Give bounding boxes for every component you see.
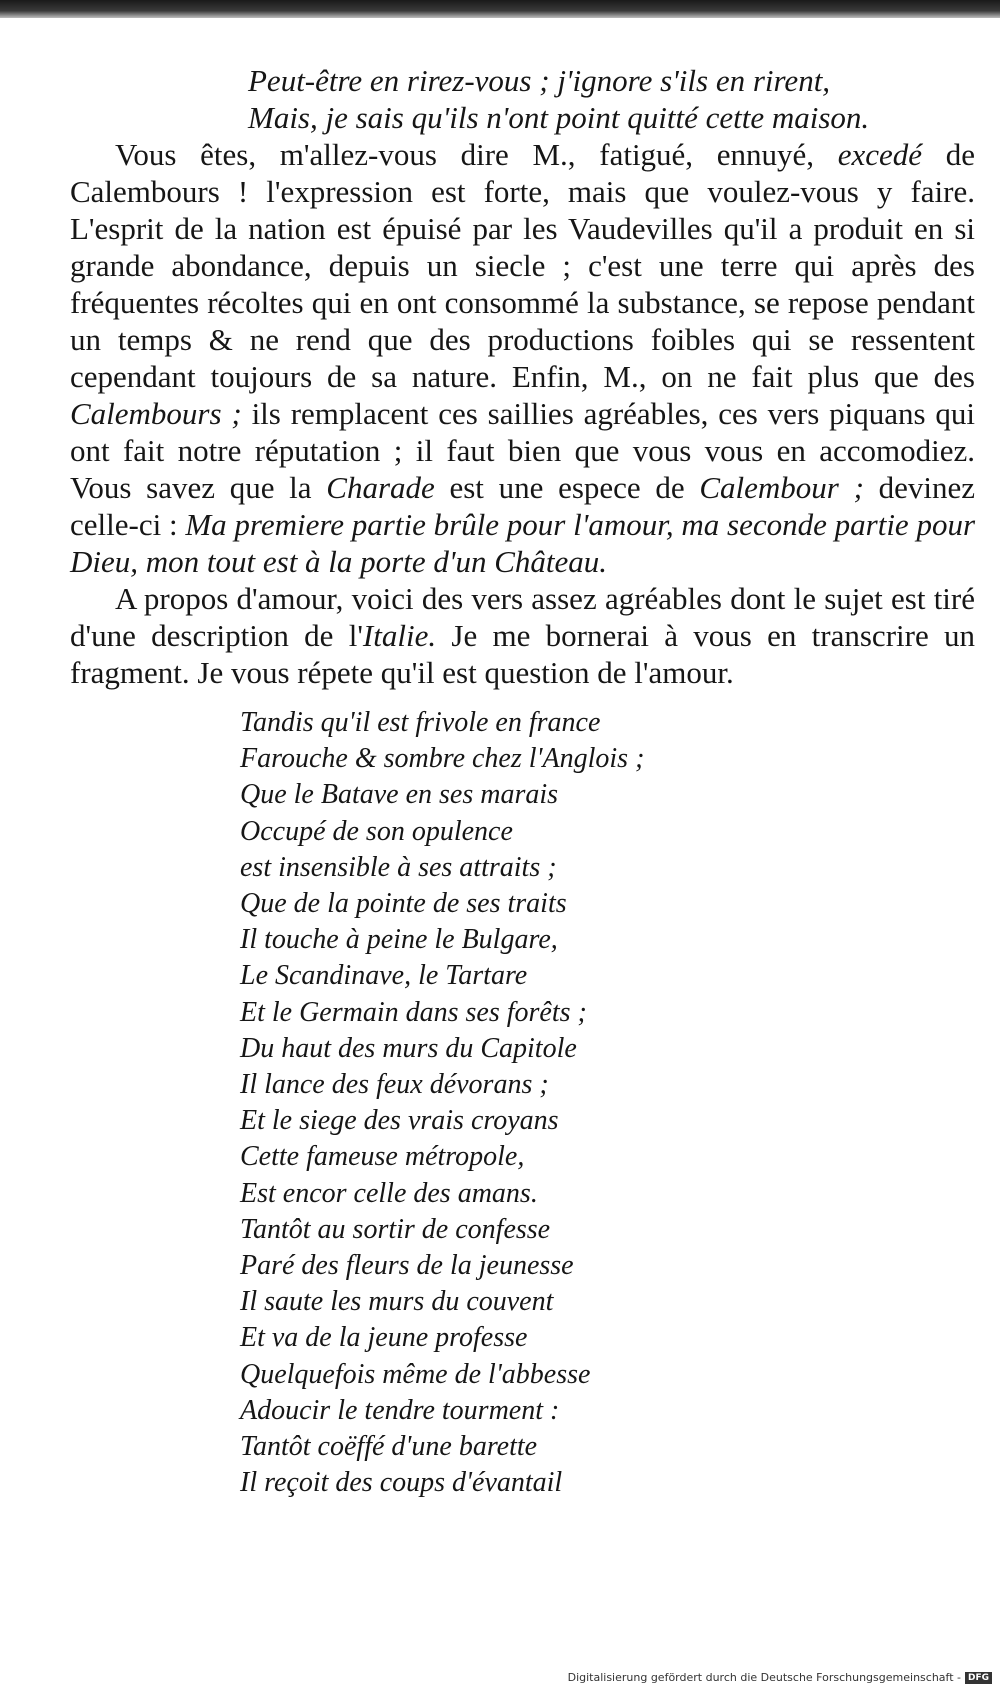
verse-line: Peut-être en rirez-vous ; j'ignore s'ils en rirent, [248, 63, 831, 98]
page-content [70, 62, 975, 1501]
poem [240, 705, 975, 1501]
poem-line: Et le siege des vrais croyans [240, 1105, 559, 1137]
poem-line: Que le Batave en ses marais [240, 779, 559, 811]
poem-line: Et le Germain dans ses forêts ; [240, 996, 587, 1028]
poem-line: Tantôt au sortir de confesse [240, 1213, 551, 1245]
poem-line: Il touche à peine le Bulgare, [240, 924, 558, 956]
credit-text: Digitalisierung gefördert durch die Deutsche Forschungsgemeinschaft - [567, 1671, 961, 1684]
poem-line: Le Scandinave, le Tartare [240, 960, 528, 992]
poem-line: Que de la pointe de ses traits [240, 888, 567, 920]
poem-line: est insensible à ses attraits ; [240, 851, 557, 883]
text-run: Vous êtes, m'allez-vous dire M., fatigué, ennuyé, [115, 137, 838, 172]
text-run: est une espece de [434, 470, 700, 505]
poem-line: Du haut des murs du Capitole [240, 1032, 577, 1064]
poem-line: Et va de la jeune professe [240, 1322, 528, 1354]
charade-text: Ma premiere partie brûle pour l'amour, ma seconde partie pour Dieu, mon tout est à la porte d'un Château. [70, 507, 976, 579]
poem-line: Il reçoit des coups d'évantail [240, 1467, 563, 1499]
verse-line: Mais, je sais qu'ils n'ont point quitté cette maison. [248, 100, 870, 135]
text-run: A propos d'amour, voici des vers assez agréables dont le sujet est tiré d'une description de l' [70, 581, 975, 653]
text-run: devinez celle-ci : [70, 470, 975, 542]
poem-line: Tandis qu'il est frivole en france [240, 707, 601, 738]
page-top-edge [0, 0, 1000, 18]
italic-run: Charade [326, 470, 435, 505]
italic-run: excedé [837, 137, 923, 172]
italic-run: Italie. [362, 618, 437, 653]
opening-verse [248, 62, 975, 136]
paragraph-amour [70, 580, 975, 691]
digitization-credit [568, 1671, 992, 1684]
poem-line: Tantôt coëffé d'une barette [240, 1431, 538, 1463]
poem-line: Adoucir le tendre tourment : [240, 1394, 560, 1426]
text-run: Je me bornerai à vous en transcrire un fragment. Je vous répete qu'il est question de l'amour. [70, 618, 976, 690]
poem-line: Quelquefois même de l'abbesse [240, 1358, 591, 1390]
text-run: de Calembours ! l'expression est forte, mais que voulez-vous y faire. L'esprit de la nation est épuisé par les Vaudevilles qu'il a produit en si grande abondance, depuis un siecle ; c'est une terre qui après des fréquentes récoltes qui en ont consommé la substance, se repose pendant un temps & ne rend que des productions foibles qui se ressentent cependant toujours de sa nature. Enfin, M., on ne fait plus que des [70, 137, 975, 394]
italic-run: Calembour ; [699, 470, 864, 505]
poem-line: Il saute les murs du couvent [240, 1286, 554, 1318]
poem-line: Est encor celle des amans. [240, 1177, 538, 1209]
paragraph-calembours [70, 136, 975, 580]
poem-line: Paré des fleurs de la jeunesse [240, 1250, 574, 1282]
poem-line: Cette fameuse métropole, [240, 1141, 525, 1173]
poem-line: Farouche & sombre chez l'Anglois ; [240, 743, 645, 775]
italic-run: Calembours ; [70, 396, 242, 431]
poem-line: Occupé de son opulence [240, 815, 513, 847]
poem-line: Il lance des feux dévorans ; [240, 1069, 549, 1101]
dfg-logo: DFG [965, 1672, 992, 1684]
text-run: ils remplacent ces saillies agréables, ces vers piquans qui ont fait notre réputation ; il faut bien que vous vous en accomodiez. Vous savez que la [70, 396, 976, 505]
